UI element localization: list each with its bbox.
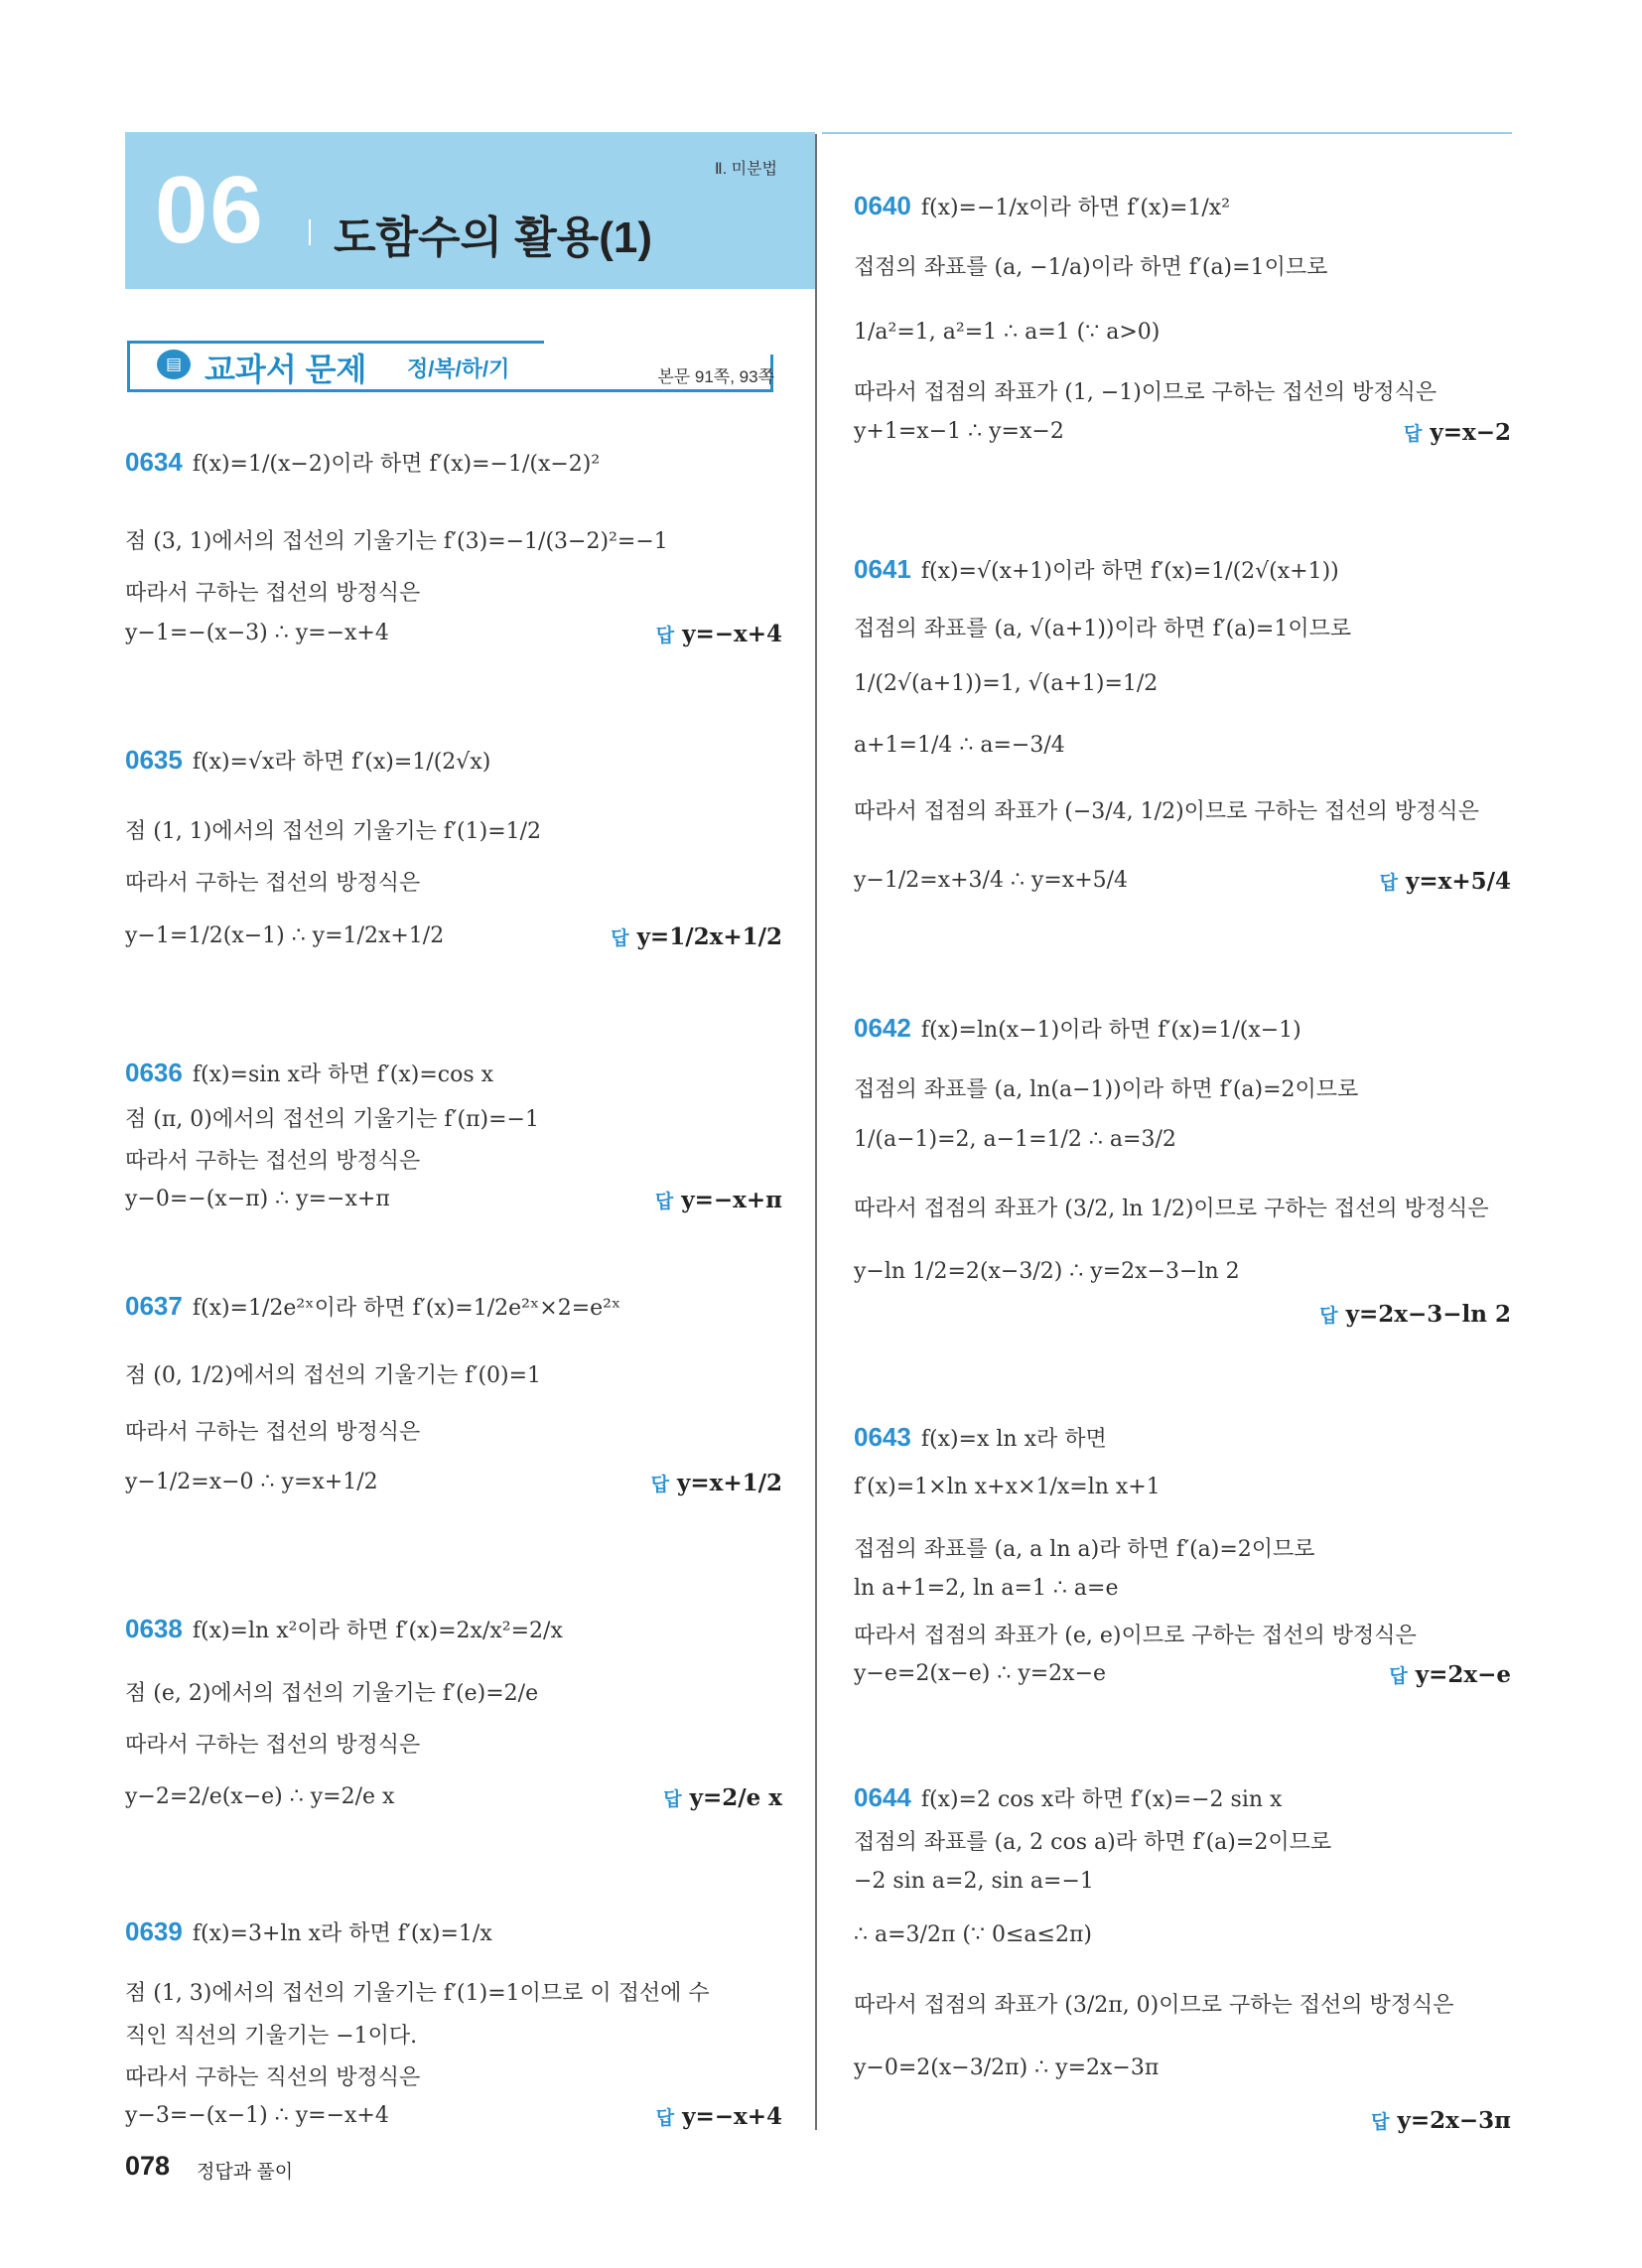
answer: 답 y=x+1/2 <box>650 1470 782 1496</box>
textbook-problems-banner <box>127 341 774 392</box>
chapter-divider <box>309 219 311 245</box>
problem-line: 따라서 접점의 좌표가 (1, −1)이므로 구하는 접선의 방정식은 <box>854 380 1437 405</box>
problem-number: 0634 <box>125 447 183 477</box>
chapter-number: 06 <box>155 157 265 263</box>
problem-number: 0640 <box>854 191 911 220</box>
answer: 답 y=2x−3−ln 2 <box>1319 1301 1511 1328</box>
problem-line: 0637 f(x)=1/2e²ˣ이라 하면 f′(x)=1/2e²ˣ×2=e²ˣ <box>125 1291 621 1321</box>
problem-line: 따라서 접점의 좌표가 (e, e)이므로 구하는 접선의 방정식은 <box>854 1624 1417 1648</box>
problem-line: 0643 f(x)=x ln x라 하면 <box>854 1422 1107 1452</box>
problem-line: y−1/2=x+3/4 ∴ y=x+5/4 <box>854 868 1129 893</box>
answer: 답 y=−x+4 <box>655 2103 782 2130</box>
problem-line: 따라서 구하는 직선의 방정식은 <box>125 2065 421 2090</box>
problem-line: 접점의 좌표를 (a, ln(a−1))이라 하면 f′(a)=2이므로 <box>854 1077 1359 1102</box>
problem-line: 1/a²=1, a²=1 ∴ a=1 (∵ a>0) <box>854 320 1161 345</box>
problem-line: 0644 f(x)=2 cos x라 하면 f′(x)=−2 sin x <box>854 1782 1283 1812</box>
problem-line: 따라서 구하는 접선의 방정식은 <box>125 1733 421 1758</box>
problem-line: ∴ a=3/2π (∵ 0≤a≤2π) <box>854 1922 1092 1947</box>
answer: 답 y=x+5/4 <box>1379 868 1511 895</box>
problem-line: 따라서 구하는 접선의 방정식은 <box>125 581 421 606</box>
problem-line: 1/(a−1)=2, a−1=1/2 ∴ a=3/2 <box>854 1127 1176 1152</box>
problem-line: 점 (3, 1)에서의 접선의 기울기는 f′(3)=−1/(3−2)²=−1 <box>125 529 668 554</box>
answer: 답 y=x−2 <box>1404 419 1511 446</box>
problem-number: 0642 <box>854 1013 911 1043</box>
top-rule <box>822 132 1512 134</box>
problem-line: 따라서 구하는 접선의 방정식은 <box>125 1149 421 1174</box>
answer: 답 y=1/2x+1/2 <box>611 923 782 950</box>
problem-number: 0643 <box>854 1422 911 1452</box>
problem-line: ln a+1=2, ln a=1 ∴ a=e <box>854 1576 1119 1601</box>
problem-line: 따라서 접점의 좌표가 (3/2π, 0)이므로 구하는 접선의 방정식은 <box>854 1993 1454 2018</box>
problem-line: 0638 f(x)=ln x²이라 하면 f′(x)=2x/x²=2/x <box>125 1614 563 1643</box>
chapter-title: 도함수의 활용(1) <box>334 213 653 262</box>
problem-line: 0641 f(x)=√(x+1)이라 하면 f′(x)=1/(2√(x+1)) <box>854 554 1339 584</box>
problem-line: 점 (1, 1)에서의 접선의 기울기는 f′(1)=1/2 <box>125 819 542 844</box>
answer: 답 y=2x−3π <box>1371 2107 1511 2134</box>
problem-line: y−1/2=x−0 ∴ y=x+1/2 <box>125 1470 378 1494</box>
problem-line: y−1=1/2(x−1) ∴ y=1/2x+1/2 <box>125 923 445 948</box>
problem-number: 0644 <box>854 1782 911 1812</box>
problem-line: 접점의 좌표를 (a, √(a+1))이라 하면 f′(a)=1이므로 <box>854 617 1352 641</box>
book-icon: ▤ <box>157 350 191 379</box>
problem-line: y+1=x−1 ∴ y=x−2 <box>854 419 1064 444</box>
problem-line: 점 (0, 1/2)에서의 접선의 기울기는 f′(0)=1 <box>125 1363 542 1388</box>
problem-number: 0637 <box>125 1291 183 1321</box>
problem-line: 접점의 좌표를 (a, 2 cos a)라 하면 f′(a)=2이므로 <box>854 1830 1332 1855</box>
answer: 답 y=2/e x <box>663 1784 782 1811</box>
problem-number: 0636 <box>125 1058 183 1087</box>
problem-line: 0634 f(x)=1/(x−2)이라 하면 f′(x)=−1/(x−2)² <box>125 447 601 477</box>
problem-number: 0635 <box>125 745 183 775</box>
banner-title: 교과서 문제 <box>205 352 367 387</box>
problem-number: 0639 <box>125 1916 183 1946</box>
problem-line: −2 sin a=2, sin a=−1 <box>854 1869 1094 1894</box>
banner-subtitle: 정/복/하/기 <box>407 356 510 381</box>
problem-line: 점 (1, 3)에서의 접선의 기울기는 f′(1)=1이므로 이 접선에 수 <box>125 1981 710 2006</box>
problem-line: 따라서 구하는 접선의 방정식은 <box>125 1420 421 1445</box>
problem-line: 따라서 접점의 좌표가 (3/2, ln 1/2)이므로 구하는 접선의 방정식은 <box>854 1197 1489 1221</box>
problem-line: y−0=2(x−3/2π) ∴ y=2x−3π <box>854 2055 1160 2080</box>
problem-line: y−e=2(x−e) ∴ y=2x−e <box>854 1661 1107 1686</box>
problem-line: y−1=−(x−3) ∴ y=−x+4 <box>125 621 389 645</box>
problem-line: 0636 f(x)=sin x라 하면 f′(x)=cos x <box>125 1058 494 1087</box>
problem-line: 따라서 구하는 접선의 방정식은 <box>125 871 421 896</box>
chapter-header <box>125 132 815 289</box>
problem-line: y−0=−(x−π) ∴ y=−x+π <box>125 1187 390 1211</box>
problem-line: 점 (e, 2)에서의 접선의 기울기는 f′(e)=2/e <box>125 1681 539 1706</box>
problem-line: f′(x)=1×ln x+x×1/x=ln x+1 <box>854 1475 1161 1499</box>
problem-line: a+1=1/4 ∴ a=−3/4 <box>854 733 1065 758</box>
column-divider <box>815 134 817 2130</box>
section-tag: Ⅱ. 미분법 <box>714 161 777 178</box>
problem-line: 1/(2√(a+1))=1, √(a+1)=1/2 <box>854 671 1159 696</box>
problem-line: 0640 f(x)=−1/x이라 하면 f′(x)=1/x² <box>854 191 1231 220</box>
page-reference: 본문 91쪽, 93쪽 <box>657 367 774 386</box>
answer: 답 y=−x+4 <box>655 621 782 647</box>
problem-line: 0639 f(x)=3+ln x라 하면 f′(x)=1/x <box>125 1916 492 1946</box>
page-number: 078 <box>125 2151 171 2181</box>
problem-number: 0638 <box>125 1614 183 1643</box>
problem-line: 직인 직선의 기울기는 −1이다. <box>125 2024 418 2049</box>
problem-line: 점 (π, 0)에서의 접선의 기울기는 f′(π)=−1 <box>125 1107 539 1132</box>
answer: 답 y=2x−e <box>1389 1661 1511 1688</box>
answer: 답 y=−x+π <box>654 1187 782 1213</box>
footer-label: 정답과 풀이 <box>197 2162 294 2183</box>
problem-line: 0635 f(x)=√x라 하면 f′(x)=1/(2√x) <box>125 745 491 775</box>
problem-line: 접점의 좌표를 (a, a ln a)라 하면 f′(a)=2이므로 <box>854 1537 1315 1562</box>
problem-line: 0642 f(x)=ln(x−1)이라 하면 f′(x)=1/(x−1) <box>854 1013 1301 1043</box>
problem-line: y−2=2/e(x−e) ∴ y=2/e x <box>125 1784 395 1809</box>
problem-line: y−3=−(x−1) ∴ y=−x+4 <box>125 2103 389 2128</box>
problem-number: 0641 <box>854 554 911 584</box>
problem-line: y−ln 1/2=2(x−3/2) ∴ y=2x−3−ln 2 <box>854 1259 1240 1284</box>
problem-line: 접점의 좌표를 (a, −1/a)이라 하면 f′(a)=1이므로 <box>854 255 1328 280</box>
problem-line: 따라서 접점의 좌표가 (−3/4, 1/2)이므로 구하는 접선의 방정식은 <box>854 799 1479 824</box>
